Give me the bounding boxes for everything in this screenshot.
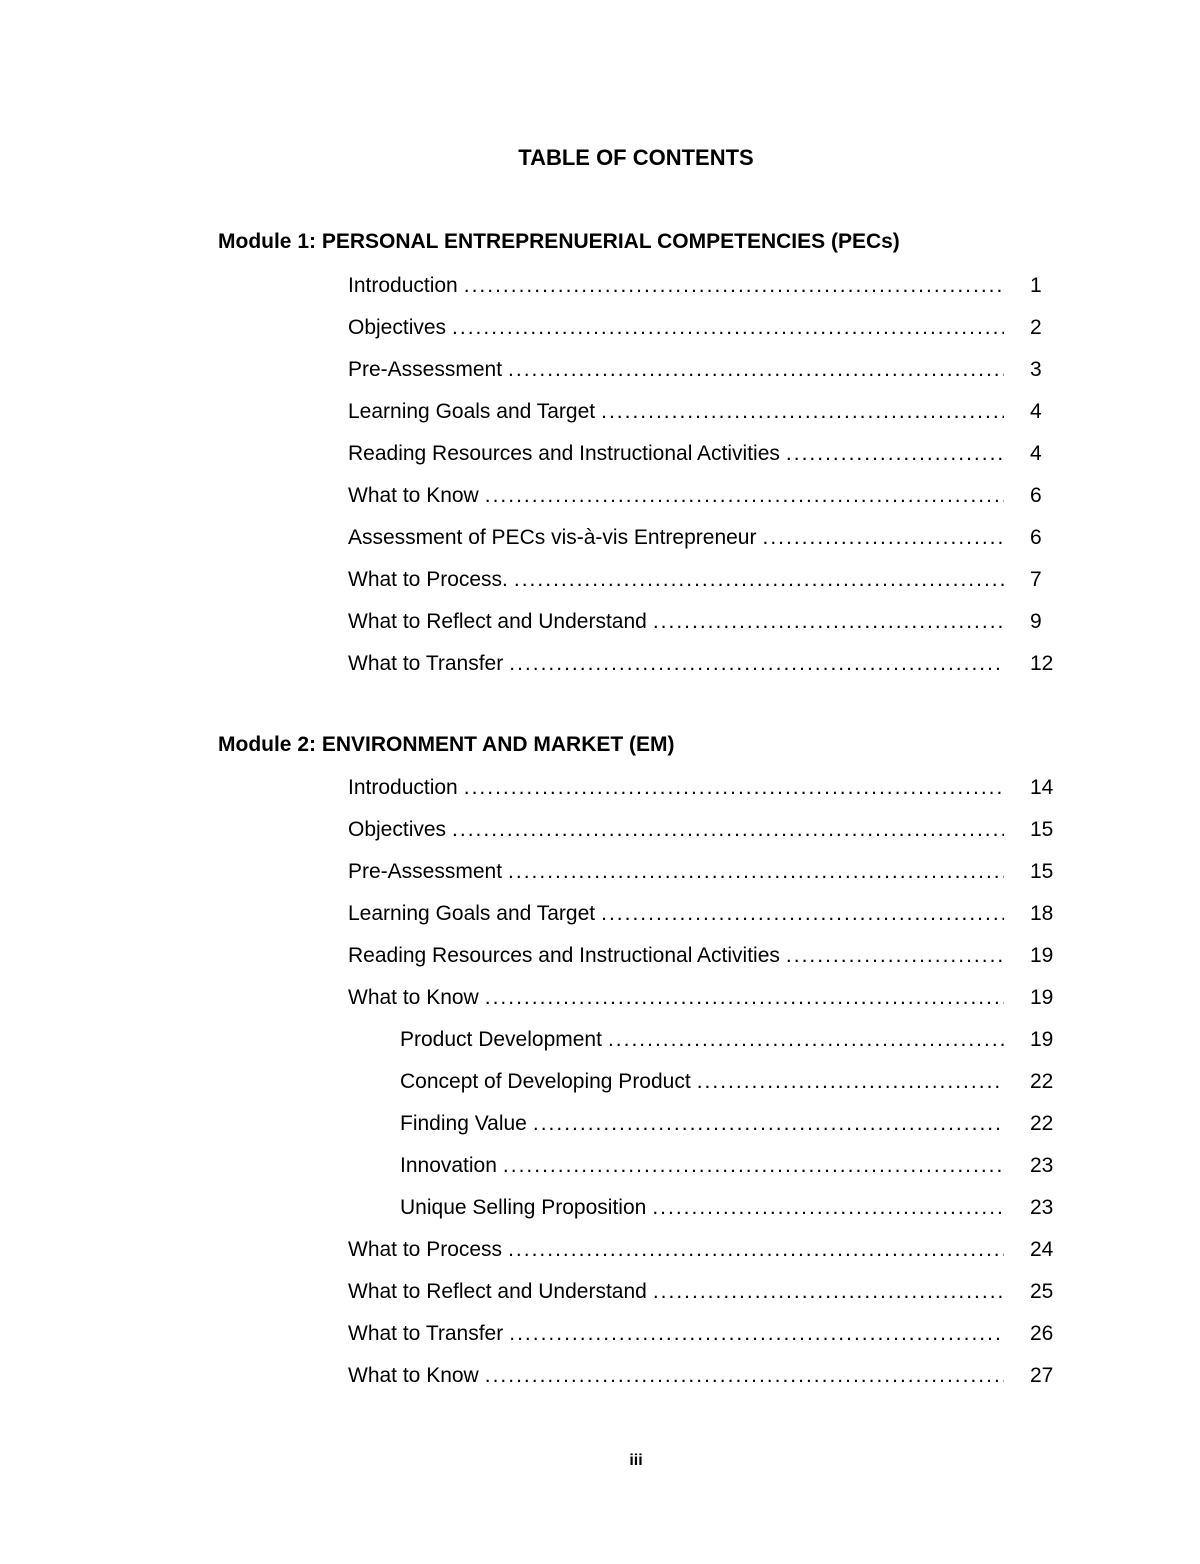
toc-entry-page: 14 xyxy=(1030,776,1054,799)
dot-leader xyxy=(652,1193,1004,1223)
page-number: iii xyxy=(629,1452,643,1469)
toc-entry[interactable] xyxy=(0,355,1200,397)
toc-entry-label: Assessment of PECs vis-à-vis Entrepreneur xyxy=(348,526,757,549)
toc-entry[interactable] xyxy=(0,649,1200,691)
toc-entry[interactable] xyxy=(0,857,1200,899)
toc-entry-page: 2 xyxy=(1030,316,1042,339)
dot-leader xyxy=(464,773,1004,803)
page-title: TABLE OF CONTENTS xyxy=(518,145,754,170)
dot-leader xyxy=(508,1235,1004,1265)
toc-subentry[interactable] xyxy=(0,1067,1200,1109)
toc-entry-label: What to Reflect and Understand xyxy=(348,610,647,633)
toc-entry-label: Reading Resources and Instructional Activities xyxy=(348,442,780,465)
toc-subentry[interactable] xyxy=(0,1109,1200,1151)
toc-entry-page: 12 xyxy=(1030,652,1054,675)
dot-leader xyxy=(533,1109,1004,1139)
dot-leader xyxy=(697,1067,1004,1097)
toc-entry-page: 4 xyxy=(1030,442,1042,465)
toc-entry[interactable] xyxy=(0,1277,1200,1319)
dot-leader xyxy=(653,1277,1004,1307)
toc-entry-label: Introduction xyxy=(348,274,458,297)
module-1-heading: Module 1: PERSONAL ENTREPRENUERIAL COMPETENCIES (PECs) xyxy=(218,230,900,253)
dot-leader xyxy=(786,439,1004,469)
toc-entry-label: What to Transfer xyxy=(348,652,504,675)
dot-leader xyxy=(509,1319,1004,1349)
toc-entry-label: What to Process. xyxy=(348,568,508,591)
dot-leader xyxy=(762,523,1004,553)
toc-entry[interactable] xyxy=(0,439,1200,481)
toc-entry-page: 15 xyxy=(1030,818,1054,841)
dot-leader xyxy=(464,271,1004,301)
toc-entry-label: What to Know xyxy=(348,484,479,507)
toc-entry[interactable] xyxy=(0,565,1200,607)
toc-entry-page: 27 xyxy=(1030,1364,1054,1387)
dot-leader xyxy=(485,1361,1004,1391)
toc-entry-page: 1 xyxy=(1030,274,1042,297)
toc-entry-page: 9 xyxy=(1030,610,1042,633)
toc-entry-label: What to Reflect and Understand xyxy=(348,1280,647,1303)
module-2-heading: Module 2: ENVIRONMENT AND MARKET (EM) xyxy=(218,733,675,756)
toc-entry-label: Pre-Assessment xyxy=(348,860,503,883)
toc-entry[interactable] xyxy=(0,397,1200,439)
toc-entry-label: Introduction xyxy=(348,776,458,799)
toc-entry-label: Concept of Developing Product xyxy=(400,1070,691,1093)
toc-entry-label: Innovation xyxy=(400,1154,497,1177)
dot-leader xyxy=(601,899,1004,929)
toc-entry[interactable] xyxy=(0,941,1200,983)
toc-entry-page: 6 xyxy=(1030,484,1042,507)
toc-entry[interactable] xyxy=(0,607,1200,649)
toc-entry-page: 19 xyxy=(1030,1028,1054,1051)
dot-leader xyxy=(653,607,1004,637)
toc-entry-label: Reading Resources and Instructional Activities xyxy=(348,944,780,967)
toc-entry-label: Product Development xyxy=(400,1028,602,1051)
toc-subentry[interactable] xyxy=(0,1151,1200,1193)
toc-entry-page: 3 xyxy=(1030,358,1042,381)
toc-entry-page: 4 xyxy=(1030,400,1042,423)
toc-entry-label: Objectives xyxy=(348,818,447,841)
dot-leader xyxy=(452,815,1004,845)
dot-leader xyxy=(786,941,1004,971)
toc-entry-page: 23 xyxy=(1030,1196,1054,1219)
toc-entry[interactable] xyxy=(0,481,1200,523)
toc-entry-label: Learning Goals and Target xyxy=(348,902,596,925)
toc-entry[interactable] xyxy=(0,815,1200,857)
toc-entry-label: What to Process xyxy=(348,1238,503,1261)
toc-entry-page: 24 xyxy=(1030,1238,1054,1261)
toc-subentry[interactable] xyxy=(0,1193,1200,1235)
dot-leader xyxy=(508,857,1004,887)
toc-entry-page: 22 xyxy=(1030,1070,1054,1093)
toc-entry-label: Learning Goals and Target xyxy=(348,400,596,423)
dot-leader xyxy=(608,1025,1004,1055)
toc-entry[interactable] xyxy=(0,523,1200,565)
toc-entry[interactable] xyxy=(0,1319,1200,1361)
toc-entry-label: Pre-Assessment xyxy=(348,358,503,381)
toc-entry[interactable] xyxy=(0,899,1200,941)
dot-leader xyxy=(485,481,1004,511)
toc-subentry[interactable] xyxy=(0,1025,1200,1067)
toc-entry-page: 15 xyxy=(1030,860,1054,883)
toc-entry[interactable] xyxy=(0,1361,1200,1403)
dot-leader xyxy=(508,355,1004,385)
toc-entry[interactable] xyxy=(0,773,1200,815)
toc-entry-label: What to Transfer xyxy=(348,1322,504,1345)
toc-entry-page: 7 xyxy=(1030,568,1042,591)
toc-entry-page: 18 xyxy=(1030,902,1054,925)
toc-entry-label: Unique Selling Proposition xyxy=(400,1196,647,1219)
toc-entry-page: 19 xyxy=(1030,986,1054,1009)
dot-leader xyxy=(601,397,1004,427)
module-2-entries xyxy=(0,773,1200,1403)
dot-leader xyxy=(503,1151,1004,1181)
dot-leader xyxy=(452,313,1004,343)
toc-entry-label: Finding Value xyxy=(400,1112,527,1135)
toc-entry-label: Objectives xyxy=(348,316,447,339)
toc-entry[interactable] xyxy=(0,983,1200,1025)
toc-entry-label: What to Know xyxy=(348,1364,479,1387)
dot-leader xyxy=(514,565,1004,595)
toc-entry-page: 23 xyxy=(1030,1154,1054,1177)
module-1-entries xyxy=(0,271,1200,691)
toc-entry[interactable] xyxy=(0,1235,1200,1277)
dot-leader xyxy=(485,983,1004,1013)
toc-entry-label: What to Know xyxy=(348,986,479,1009)
toc-entry[interactable] xyxy=(0,271,1200,313)
toc-entry-page: 26 xyxy=(1030,1322,1054,1345)
toc-entry[interactable] xyxy=(0,313,1200,355)
toc-entry-page: 6 xyxy=(1030,526,1042,549)
toc-entry-page: 19 xyxy=(1030,944,1054,967)
toc-entry-page: 22 xyxy=(1030,1112,1054,1135)
dot-leader xyxy=(509,649,1004,679)
toc-entry-page: 25 xyxy=(1030,1280,1054,1303)
